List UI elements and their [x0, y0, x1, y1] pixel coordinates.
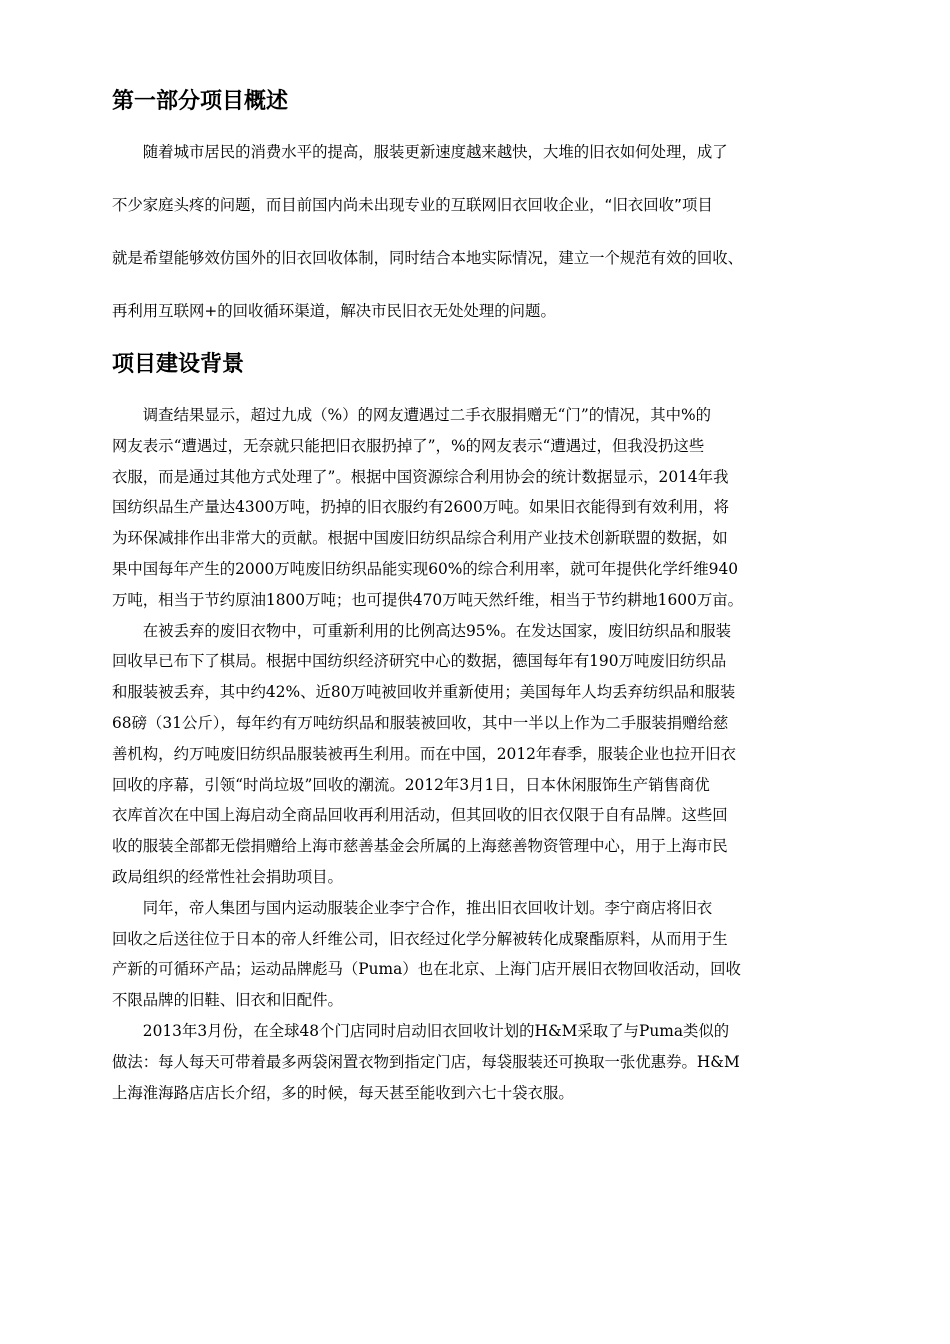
text-line: 和服装被丢弃，其中约42%、近80万吨被回收并重新使用；美国每年人均丢弃纺织品和服装	[112, 683, 736, 702]
text-line: 同年，帝人集团与国内运动服装企业李宁合作，推出旧衣回收计划。李宁商店将旧衣	[112, 898, 713, 917]
text-line: 产新的可循环产品；运动品牌彪马（Puma）也在北京、上海门店开展旧衣物回收活动，回收	[112, 960, 741, 979]
text-line: 果中国每年产生的2000万吨废旧纺织品能实现60%的综合利用率，就可年提供化学纤维940	[112, 559, 739, 578]
text-line: 2013年3月份，在全球48个门店同时启动旧衣回收计划的H&M采取了与Puma类似的	[112, 1021, 730, 1040]
text-line: 回收早已布下了棋局。根据中国纺织经济研究中心的数据，德国每年有190万吨废旧纺织品	[112, 652, 727, 671]
text-line: 不限品牌的旧鞋、旧衣和旧配件。	[112, 991, 343, 1010]
overview-paragraph	[112, 138, 842, 350]
text-line: 不少家庭头疼的问题，而目前国内尚未出现专业的互联网旧衣回收企业，“旧衣回收”项目	[112, 196, 713, 214]
text-line: 再利用互联网+的回收循环渠道，解决市民旧衣无处处理的问题。	[112, 302, 556, 320]
text-line: 网友表示“遭遇过，无奈就只能把旧衣服扔掉了”，%的网友表示“遭遇过，但我没扔这些	[112, 436, 705, 455]
text-line: 就是希望能够效仿国外的旧衣回收体制，同时结合本地实际情况，建立一个规范有效的回收、	[112, 249, 744, 267]
text-line: 在被丢弃的废旧衣物中，可重新利用的比例高达95%。在发达国家，废旧纺织品和服装	[112, 621, 732, 640]
text-line: 随着城市居民的消费水平的提高，服装更新速度越来越快，大堆的旧衣如何处理，成了	[112, 143, 728, 161]
text-line: 善机构，约万吨废旧纺织品服装被再生利用。而在中国，2012年春季，服装企业也拉开旧衣	[112, 744, 737, 763]
text-line: 回收之后送往位于日本的帝人纤维公司，旧衣经过化学分解被转化成聚酯原料，从而用于生	[112, 929, 728, 948]
text-line: 上海淮海路店店长介绍，多的时候，每天甚至能收到六七十袋衣服。	[112, 1083, 574, 1102]
text-line: 衣服，而是通过其他方式处理了”。根据中国资源综合利用协会的统计数据显示，2014年我	[112, 467, 729, 486]
section-heading-background: 项目建设背景	[112, 352, 245, 377]
text-line: 收的服装全部都无偿捐赠给上海市慈善基金会所属的上海慈善物资管理中心，用于上海市民	[112, 837, 728, 856]
text-line: 回收的序幕，引领“时尚垃圾”回收的潮流。2012年3月1日，日本休闲服饰生产销售商优	[112, 775, 710, 794]
text-line: 万吨，相当于节约原油1800万吨；也可提供470万吨天然纤维，相当于节约耕地1600万亩。	[112, 590, 743, 609]
text-line: 国纺织品生产量达4300万吨，扔掉的旧衣服约有2600万吨。如果旧衣能得到有效利用，将	[112, 498, 730, 517]
text-line: 政局组织的经常性社会捐助项目。	[112, 867, 343, 886]
text-line: 做法：每人每天可带着最多两袋闲置衣物到指定门店，每袋服装还可换取一张优惠券。H&M	[112, 1052, 740, 1071]
text-line: 为环保减排作出非常大的贡献。根据中国废旧纺织品综合利用产业技术创新联盟的数据，如	[112, 529, 728, 548]
text-line: 衣库首次在中国上海启动全商品回收再利用活动，但其回收的旧衣仅限于自有品牌。这些回	[112, 806, 728, 825]
section-heading-overview: 第一部分项目概述	[112, 89, 289, 114]
text-line: 调查结果显示，超过九成（%）的网友遭遇过二手衣服捐赠无“门”的情况，其中%的	[112, 406, 712, 424]
background-body	[112, 400, 842, 1108]
text-line: 68磅（31公斤），每年约有万吨纺织品和服装被回收，其中一半以上作为二手服装捐赠给慈	[112, 713, 729, 732]
